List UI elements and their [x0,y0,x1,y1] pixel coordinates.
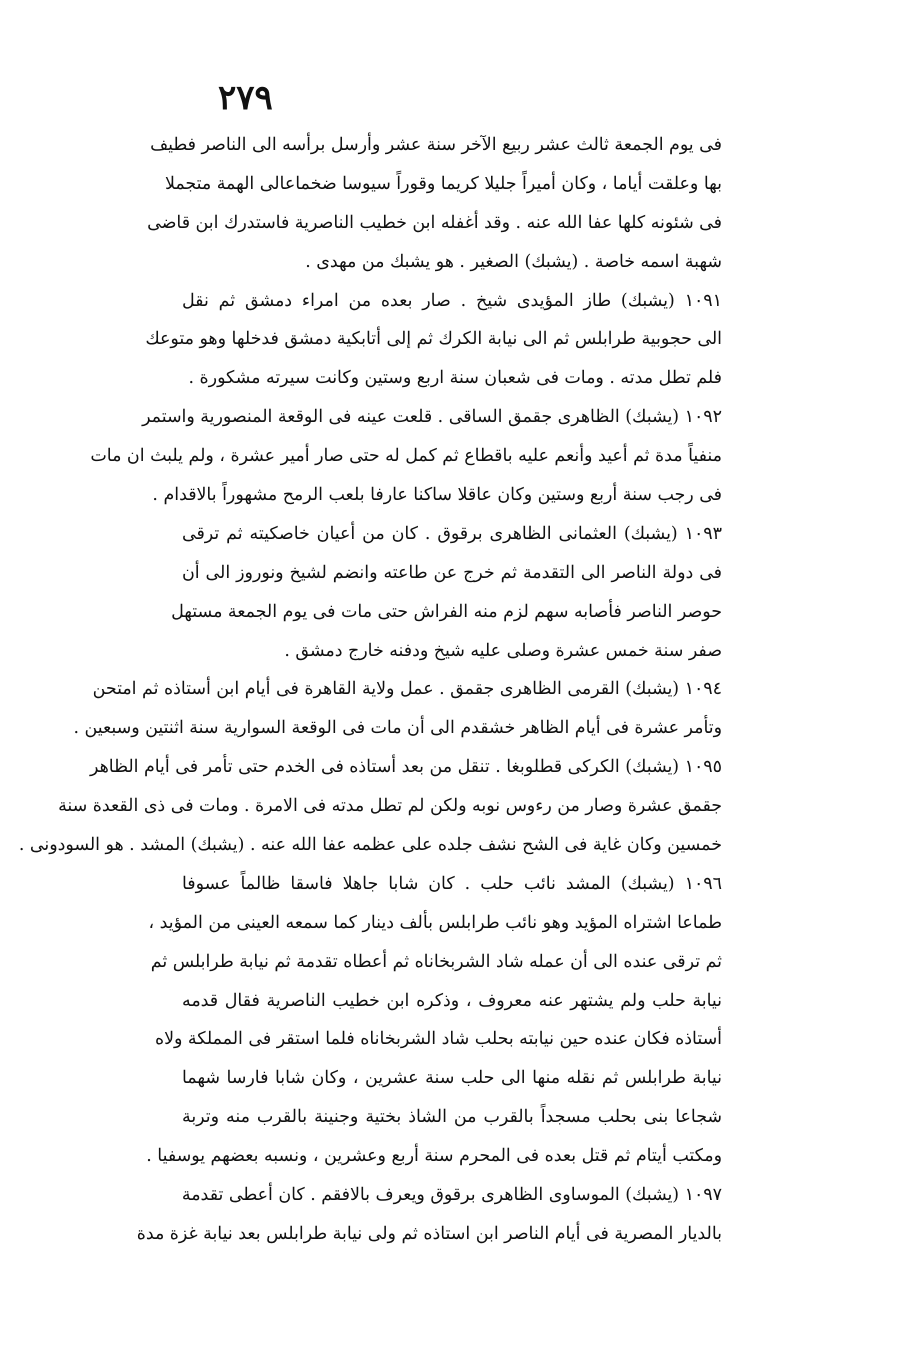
text-line: بالديار المصرية فى أيام الناصر ابن استاذه ثم ولى نيابة طرابلس بعد نيابة غزة مدة [136,1223,722,1244]
text-line: بها وعلقت أياما ، وكان أميراً جليلا كريما وقوراً سيوسا ضخماعالى الهمة متجملا [164,173,722,194]
text-line: منفياً مدة ثم أعيد وأنعم عليه باقطاع ثم كمل له حتى صار أمير عشرة ، ولم يلبث ان مات [90,446,722,467]
text-line: جقمق عشرة وصار من رءوس نوبه ولكن لم تطل مدته فى الامرة . ومات فى ذى القعدة سنة [58,796,722,817]
entry-line-1094: ١٠٩٤ (يشبك) القرمى الظاهرى جقمق . عمل ولاية القاهرة فى أيام ابن أستاذه ثم امتحن [92,679,722,700]
page-number: ٢٧٩ [218,78,273,118]
text-line: خمسين وكان غاية فى الشح نشف جلده على عظمه عفا الله عنه . (يشبك) المشد . هو السودونى . [18,835,722,856]
text-line: شهبة اسمه خاصة . (يشبك) الصغير . هو يشبك من مهدى . [305,251,722,272]
text-line: شجاعا بنى بحلب مسجداً بالقرب من الشاذ بختية وجنينة بالقرب منه وتربة [182,1107,722,1128]
text-line: أستاذه فكان عنده حين نيابته بحلب شاد الشربخاناه فلما استقر فى المملكة ولاه [154,1029,722,1050]
text-line: فى دولة الناصر الى التقدمة ثم خرج عن طاعته وانضم لشيخ ونوروز الى أن [182,562,722,583]
text-line: نيابة حلب ولم يشتهر عنه معروف ، وذكره ابن خطيب الناصرية فقال قدمه [182,990,722,1011]
entry-line-1091: ١٠٩١ (يشبك) طاز المؤيدى شيخ . صار بعده من امراء دمشق ثم نقل [182,290,722,311]
text-line: فى شئونه كلها عفا الله عنه . وقد أغفله ابن خطيب الناصرية فاستدرك ابن قاضى [147,212,722,233]
text-line: الى حجوبية طرابلس ثم الى نيابة الكرك ثم إلى أتابكية دمشق فدخلها وهو متوعك [145,329,722,350]
text-line: فى يوم الجمعة ثالث عشر ربيع الآخر سنة عشر وأرسل برأسه الى الناصر فطيف [150,135,722,155]
entry-line-1097: ١٠٩٧ (يشبك) الموساوى الظاهرى برقوق ويعرف بالافقم . كان أعطى تقدمة [181,1185,722,1206]
text-line: طماعا اشتراه المؤيد وهو نائب طرابلس بألف دينار كما سمعه العينى من المؤيد ، [148,912,722,933]
text-line: حوصر الناصر فأصابه سهم لزم منه الفراش حتى مات فى يوم الجمعة مستهل [171,601,722,622]
text-line: صفر سنة خمس عشرة وصلى عليه شيخ ودفنه خارج دمشق . [284,640,722,661]
text-line: فى رجب سنة أربع وستين وكان عاقلا ساكنا عارفا بلعب الرمح مشهوراً بالاقدام . [152,485,722,506]
entry-line-1093: ١٠٩٣ (يشبك) العثمانى الظاهرى برقوق . كان من أعيان خاصكيته ثم ترقى [182,523,722,544]
text-line: فلم تطل مدته . ومات فى شعبان سنة اربع وستين وكانت سيرته مشكورة . [188,368,722,389]
text-line: ثم ترقى عنده الى أن عمله شاد الشربخاناه ثم أعطاه تقدمة ثم نيابة طرابلس ثم [150,951,722,972]
entry-line-1095: ١٠٩٥ (يشبك) الكركى قطلوبغا . تنقل من بعد أستاذه فى الخدم حتى تأمر فى أيام الظاهر [90,757,722,778]
body-text [18,126,722,1254]
entry-line-1092: ١٠٩٢ (يشبك) الظاهرى جقمق الساقى . قلعت عينه فى الوقعة المنصورية واستمر [142,407,722,428]
text-line: ومكتب أيتام ثم قتل بعده فى المحرم سنة أربع وعشرين ، ونسبه بعضهم يوسفيا . [146,1146,722,1167]
text-line: نيابة طرابلس ثم نقله منها الى حلب سنة عشرين ، وكان شابا فارسا شهما [182,1068,722,1089]
text-line: وتأمر عشرة فى أيام الظاهر خشقدم الى أن مات فى الوقعة السوارية سنة اثنتين وسبعين . [73,718,722,739]
entry-line-1096: ١٠٩٦ (يشبك) المشد نائب حلب . كان شابا جاهلا فاسقا ظالماً عسوفا [182,873,722,894]
